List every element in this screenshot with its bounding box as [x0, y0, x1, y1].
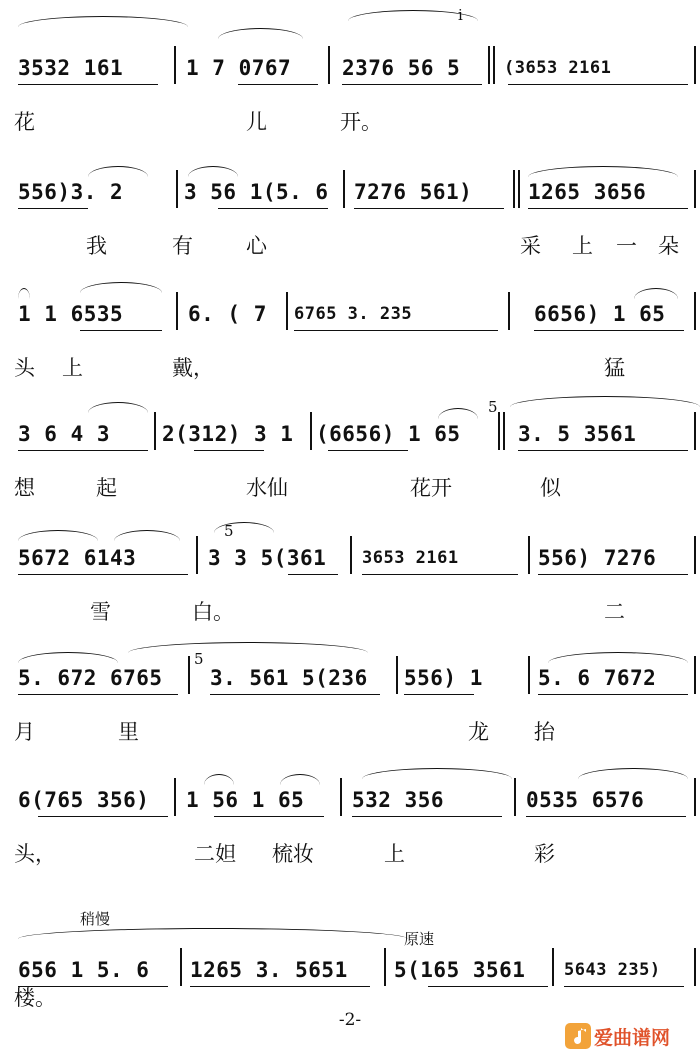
measure: 556)3. 2 — [18, 180, 124, 204]
notes-row — [18, 170, 692, 204]
underline — [328, 450, 408, 451]
underline — [80, 330, 162, 331]
notes-row — [18, 292, 692, 326]
underline — [218, 208, 328, 209]
underline — [354, 208, 504, 209]
slur — [548, 652, 688, 663]
grace-note: 5 — [224, 522, 234, 540]
measure: 6765 3. 235 — [294, 304, 413, 324]
lyrics-row — [14, 838, 692, 872]
lyric: 里 — [118, 720, 139, 744]
double-barline — [498, 412, 500, 450]
barline — [694, 412, 696, 450]
measure: 532 356 — [352, 788, 445, 812]
underline — [214, 816, 324, 817]
measure: 3 3 5(361 — [208, 546, 327, 570]
barline — [286, 292, 288, 330]
underline — [210, 694, 380, 695]
lyric: 梳妆 — [272, 842, 314, 866]
lyric: 二妲 — [194, 842, 236, 866]
tempo-mark-original: 原速 — [404, 930, 435, 948]
lyric: 二 — [604, 600, 625, 624]
measure: 3 6 4 3 — [18, 422, 111, 446]
notes-row — [18, 778, 692, 812]
measure: 656 1 5. 6 — [18, 958, 150, 982]
measure: 1265 3656 — [528, 180, 647, 204]
lyric: 一 — [616, 234, 637, 258]
score-system-2 — [0, 170, 700, 280]
measure: 3653 2161 — [362, 548, 459, 568]
double-barline — [503, 412, 505, 450]
barline — [528, 656, 530, 694]
slur — [438, 408, 478, 419]
barline — [176, 170, 178, 208]
barline — [328, 46, 330, 84]
score-system-3 — [0, 292, 700, 402]
double-barline — [488, 46, 490, 84]
underline — [18, 574, 188, 575]
lyric: 儿 — [246, 110, 267, 134]
score-system-4 — [0, 398, 700, 522]
lyric: 开。 — [340, 110, 382, 134]
underline — [18, 694, 178, 695]
underline — [362, 574, 518, 575]
lyric: 头， — [14, 842, 56, 866]
measure: 6(765 356) — [18, 788, 150, 812]
underline — [538, 694, 688, 695]
lyric: 似 — [540, 476, 561, 500]
slur — [80, 282, 162, 293]
barline — [343, 170, 345, 208]
underline — [352, 816, 502, 817]
slur — [18, 16, 188, 27]
measure: 3. 561 5(236 — [210, 666, 368, 690]
underline — [18, 450, 148, 451]
lyric: 采 — [520, 234, 541, 258]
lyric: 我 — [86, 234, 107, 258]
barline — [396, 656, 398, 694]
barline — [350, 536, 352, 574]
measure: 5643 235) — [564, 960, 661, 980]
lyrics-row — [14, 230, 692, 264]
barline — [174, 778, 176, 816]
lyric: 猛 — [604, 356, 625, 380]
lyric: 雪 — [90, 600, 111, 624]
measure: (3653 2161 — [504, 58, 612, 78]
underline — [342, 84, 482, 85]
lyric: 朵 — [658, 234, 679, 258]
underline — [288, 574, 338, 575]
measure: 2376 56 5 — [342, 56, 461, 80]
measure: 5. 672 6765 — [18, 666, 163, 690]
measure: 5672 6143 — [18, 546, 137, 570]
score-system-5 — [0, 522, 700, 646]
underline — [538, 574, 688, 575]
slur — [18, 530, 98, 541]
slur — [218, 28, 303, 39]
barline — [154, 412, 156, 450]
barline — [694, 778, 696, 816]
score-system-1 — [0, 6, 700, 156]
lyrics-row — [14, 106, 692, 140]
underline — [18, 208, 88, 209]
underline — [18, 84, 158, 85]
lyric: 想 — [14, 476, 35, 500]
barline — [694, 656, 696, 694]
grace-note: 5 — [194, 650, 204, 668]
barline — [196, 536, 198, 574]
measure: 0535 6576 — [526, 788, 645, 812]
barline — [176, 292, 178, 330]
underline — [518, 450, 688, 451]
barline — [552, 948, 554, 986]
lyric: 心 — [246, 234, 267, 258]
barline — [174, 46, 176, 84]
slur — [204, 774, 234, 785]
lyric: 上 — [384, 842, 405, 866]
lyric: 花 — [14, 110, 35, 134]
measure: 556) 7276 — [538, 546, 657, 570]
underline — [404, 694, 474, 695]
underline — [528, 208, 688, 209]
slur — [188, 166, 238, 177]
double-barline — [513, 170, 515, 208]
slur — [88, 166, 148, 177]
notes-row — [18, 6, 692, 80]
lyric: 上 — [62, 356, 83, 380]
lyric: 抬 — [534, 720, 555, 744]
double-barline — [518, 170, 520, 208]
measure: 1 56 1 65 — [186, 788, 305, 812]
lyric: 水仙 — [246, 476, 288, 500]
score-system-6 — [0, 650, 700, 766]
lyric: 头 — [14, 356, 35, 380]
lyric: 彩 — [534, 842, 555, 866]
lyric: 起 — [96, 476, 117, 500]
underline — [534, 330, 684, 331]
slur — [18, 288, 30, 299]
slur — [88, 402, 148, 413]
logo-text: 爱曲谱网 — [594, 1027, 671, 1049]
lyrics-row — [14, 352, 692, 386]
underline — [294, 330, 498, 331]
lyric: 戴， — [172, 356, 214, 380]
underline — [526, 816, 686, 817]
slur — [528, 166, 678, 177]
barline — [384, 948, 386, 986]
barline — [188, 656, 190, 694]
barline — [694, 46, 696, 84]
measure: 3 56 1(5. 6 — [184, 180, 329, 204]
measure: 1 1 6535 — [18, 302, 124, 326]
barline — [694, 292, 696, 330]
underline — [194, 450, 264, 451]
lyric: 月 — [14, 720, 35, 744]
barline — [694, 536, 696, 574]
lyric: 楼。 — [14, 986, 56, 1010]
lyrics-row — [14, 596, 692, 630]
tempo-mark-slow: 稍慢 — [80, 910, 111, 928]
measure: 3532 161 — [18, 56, 124, 80]
slur — [18, 928, 408, 939]
barline — [508, 292, 510, 330]
measure: 5. 6 7672 — [538, 666, 657, 690]
slur — [214, 522, 274, 533]
measure: (6656) 1 65 — [316, 422, 461, 446]
barline — [340, 778, 342, 816]
barline — [694, 948, 696, 986]
lyric: 龙 — [468, 720, 489, 744]
measure: 556) 1 — [404, 666, 483, 690]
measure: 7276 561) — [354, 180, 473, 204]
lyrics-row — [14, 472, 692, 506]
slur — [114, 530, 180, 541]
site-logo — [564, 1022, 696, 1050]
notes-row — [18, 398, 692, 446]
measure: 6. ( 7 — [188, 302, 267, 326]
underline — [38, 816, 168, 817]
lyrics-row — [14, 716, 692, 750]
slur — [280, 774, 320, 785]
page-number: -2- — [338, 1010, 362, 1030]
notes-row — [18, 522, 692, 570]
measure: 6656) 1 65 — [534, 302, 666, 326]
slur — [362, 768, 512, 779]
lyric: 有 — [172, 234, 193, 258]
barline — [180, 948, 182, 986]
grace-note: i — [458, 6, 463, 24]
underline — [238, 84, 318, 85]
music-note-icon — [564, 1022, 592, 1050]
measure: 1 7 0767 — [186, 56, 292, 80]
measure: 5(165 3561 — [394, 958, 526, 982]
notes-row — [18, 948, 692, 982]
measure: 1265 3. 5651 — [190, 958, 348, 982]
lyric: 白。 — [192, 600, 234, 624]
lyric: 花开 — [410, 476, 452, 500]
measure: 2(312) 3 1 — [162, 422, 294, 446]
lyric: 上 — [572, 234, 593, 258]
measure: 3. 5 3561 — [518, 422, 637, 446]
slur — [634, 288, 678, 299]
underline — [508, 84, 688, 85]
grace-note: 5 — [488, 398, 498, 416]
slur — [18, 652, 118, 663]
slur — [578, 768, 688, 779]
notes-row — [18, 650, 692, 690]
barline — [694, 170, 696, 208]
score-system-7 — [0, 778, 700, 888]
barline — [310, 412, 312, 450]
barline — [528, 536, 530, 574]
double-barline — [493, 46, 495, 84]
barline — [514, 778, 516, 816]
